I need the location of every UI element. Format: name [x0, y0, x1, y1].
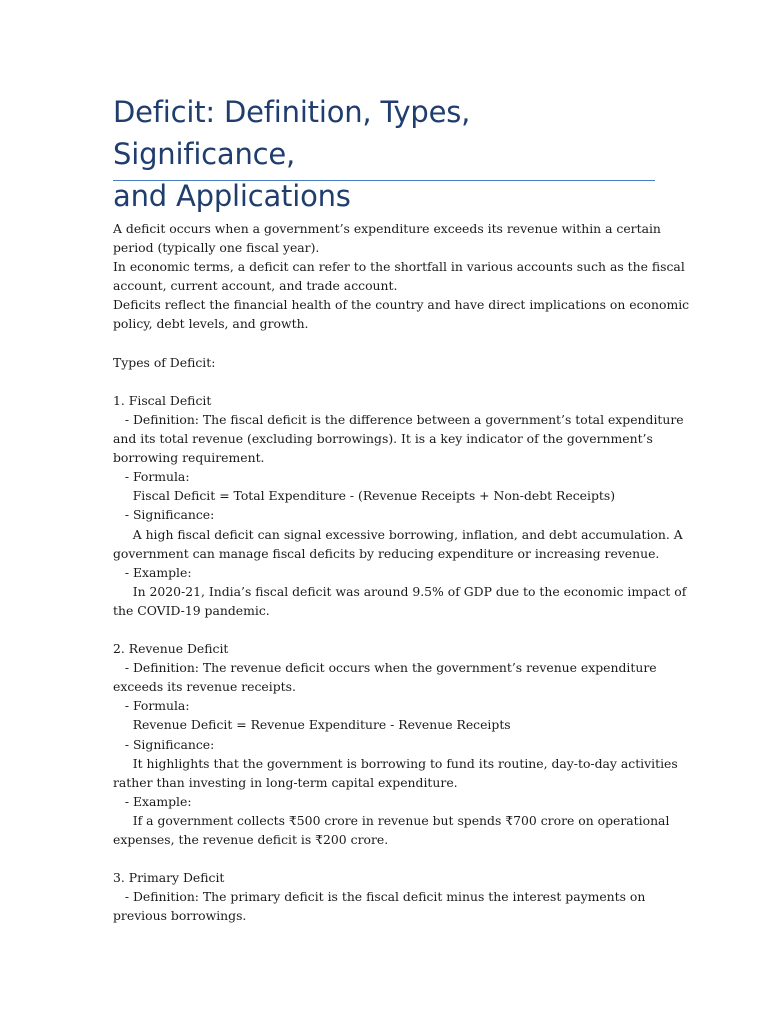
formula-label: - Formula: [113, 698, 190, 714]
example-line: expenses, the revenue deficit is ₹200 crore. [113, 832, 389, 847]
section-heading: 1. Fiscal Deficit [113, 392, 212, 408]
definition-line: exceeds its revenue receipts. [113, 679, 296, 695]
types-heading: Types of Deficit: [113, 354, 216, 370]
definition-line: previous borrowings. [113, 908, 247, 924]
revenue-deficit-section [113, 639, 678, 849]
intro-paragraph [113, 219, 690, 334]
intro-line: Deficits reflect the financial health of the country and have direct implications on economic [113, 297, 690, 313]
significance-label: - Significance: [113, 736, 215, 752]
intro-line: A deficit occurs when a government’s expenditure exceeds its revenue within a certain [113, 221, 661, 236]
title-line-2: and Applications [113, 179, 351, 213]
section-heading: 2. Revenue Deficit [113, 641, 229, 657]
definition-line: - Definition: The fiscal deficit is the difference between a government’s total expenditure [113, 411, 684, 427]
spacer [113, 372, 658, 391]
formula: Fiscal Deficit = Total Expenditure - (Revenue Receipts + Non-debt Receipts) [113, 488, 616, 504]
document-title [113, 91, 658, 217]
significance-label: - Significance: [113, 507, 215, 523]
formula-label: - Formula: [113, 469, 190, 485]
significance-line: government can manage fiscal deficits by reducing expenditure or increasing revenue. [113, 545, 660, 561]
spacer [113, 620, 658, 639]
intro-line: In economic terms, a deficit can refer to the shortfall in various accounts such as the fiscal [113, 259, 685, 275]
example-line: the COVID-19 pandemic. [113, 602, 270, 618]
title-underline [113, 180, 655, 181]
spacer [113, 334, 658, 353]
significance-line: A high fiscal deficit can signal excessive borrowing, inflation, and debt accumulation. A [113, 526, 683, 542]
definition-line: - Definition: The primary deficit is the fiscal deficit minus the interest payments on [113, 889, 646, 905]
document-body [113, 219, 690, 925]
spacer [113, 849, 658, 868]
example-line: In 2020-21, India’s fiscal deficit was around 9.5% of GDP due to the economic impact of [113, 583, 687, 599]
definition-line: - Definition: The revenue deficit occurs when the government’s revenue expenditure [113, 660, 657, 676]
intro-line: account, current account, and trade account. [113, 278, 398, 294]
primary-deficit-section [113, 868, 658, 925]
example-label: - Example: [113, 564, 192, 580]
formula: Revenue Deficit = Revenue Expenditure - Revenue Receipts [113, 717, 511, 733]
intro-line: period (typically one fiscal year). [113, 240, 320, 256]
intro-line: policy, debt levels, and growth. [113, 316, 309, 332]
significance-line: rather than investing in long-term capital expenditure. [113, 774, 458, 790]
significance-line: It highlights that the government is borrowing to fund its routine, day-to-day activities [113, 755, 678, 771]
fiscal-deficit-section [113, 391, 687, 620]
definition-line: borrowing requirement. [113, 450, 265, 466]
section-heading: 3. Primary Deficit [113, 870, 225, 886]
example-line: If a government collects ₹500 crore in revenue but spends ₹700 crore on operational [113, 812, 670, 828]
example-label: - Example: [113, 793, 192, 809]
definition-line: and its total revenue (excluding borrowings). It is a key indicator of the government’s [113, 431, 653, 447]
title-line-1: Deficit: Definition, Types, Significance, [113, 95, 471, 171]
